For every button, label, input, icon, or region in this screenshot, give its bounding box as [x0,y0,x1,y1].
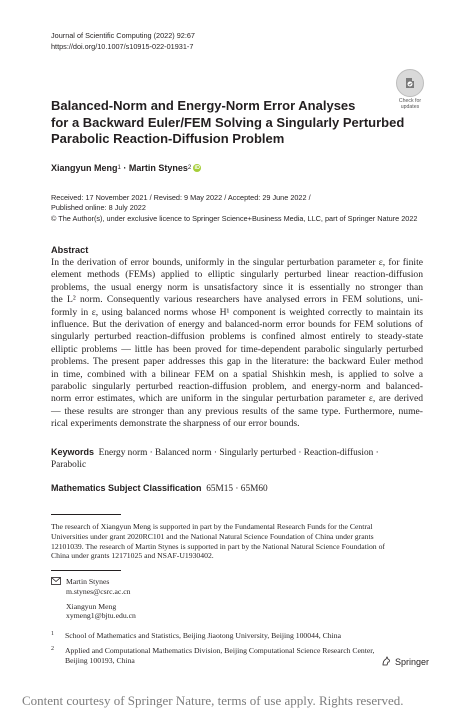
check-for-updates-label: Check for updates [398,98,422,110]
keywords-list: Energy norm · Balanced norm · Singularly perturbed · Reaction-diffusion · [98,448,379,458]
publisher-logo [381,656,429,667]
contact-name: Martin Stynes [66,577,110,586]
abstract-line: problems. The present paper addresses this gap in the literature: the backward Euler method [51,356,423,368]
envelope-icon [51,577,61,588]
affiliation-marker: 2 [187,165,192,171]
abstract-body [51,257,423,431]
journal-citation: Journal of Scientific Computing (2022) 92:67 [51,31,195,40]
springer-horse-logo-icon [381,656,392,667]
footnote-divider [51,514,121,515]
funding-line: 12101039. The research of Martin Stynes is supported in part by the National Natural Science Foundation of [51,541,385,551]
doi-link[interactable]: https://doi.org/10.1007/s10915-022-01931-7 [51,42,194,51]
contact-email[interactable]: xymeng1@bjtu.edu.cn [66,611,136,621]
content-courtesy-footer: Content courtesy of Springer Nature, terms of use apply. Rights reserved. [22,693,404,708]
received-revised-accepted: Received: 17 November 2021 / Revised: 9 May 2022 / Accepted: 29 June 2022 / [51,193,311,202]
abstract-line: singularly perturbed reaction-diffusion problems is confined almost entirely to steady-state [51,331,423,343]
keywords-label: Keywords [51,447,95,457]
title-line: for a Backward Euler/FEM Solving a Singularly Perturbed [51,114,405,130]
affiliation-text: Applied and Computational Mathematics Division, Beijing Computational Science Research Center, Beijing 100193, China [65,646,375,665]
author-name[interactable]: Xiangyun Meng [51,163,118,173]
msc-label: Mathematics Subject Classification [51,483,202,493]
contact-email[interactable]: m.stynes@csrc.ac.cn [66,586,131,596]
abstract-line: rical experiments demonstrate the sharpness of our error bounds. [51,418,300,430]
abstract-line: formly in ε, using balanced norms whose H¹ component is weighted correctly to maintain its [51,306,423,318]
abstract-line: elliptic problems — little has been proved for time-dependent parabolic singularly perturbed [51,343,423,355]
contact-info [66,577,136,621]
abstract-line: parabolic singularly perturbed reaction-diffusion problem, and energy-norm and balanced- [51,381,423,393]
publisher-name: Springer [395,656,430,667]
keywords-list-cont: Parabolic [51,460,87,471]
author-name[interactable]: Martin Stynes [128,163,188,173]
funding-line: China under grants 12171025 and NSAF-U1930402. [51,551,214,561]
journal-header [51,30,195,52]
paper-title [51,98,411,148]
copyright-notice: © The Author(s), under exclusive licence to Springer Science+Business Media, LLC, part of Springer Nature 2022 [51,213,418,223]
funding-note [51,522,423,561]
msc-codes: 65M15 · 65M60 [206,484,268,494]
abstract-line: problems, the usual energy norm is unsatisfactory since it is essentially no stronger than [51,281,423,293]
orcid-icon[interactable]: iD [194,165,200,171]
author-list [51,163,201,173]
affiliation-marker: 1 [117,165,121,171]
title-line: Balanced-Norm and Energy-Norm Error Analyses [51,98,356,113]
abstract-line: In the derivation of error bounds, uniformly in the singular perturbation parameter ε, for finite [51,257,423,268]
affiliation-number: 2 [51,646,54,652]
abstract-line: — these results are stronger than any previous results of the same type. Furthermore, nume- [51,405,423,417]
contact-name: Xiangyun Meng [66,601,117,611]
publication-dates [51,193,417,224]
funding-line: The research of Xiangyun Meng is supported in part by the Fundamental Research Funds for the Central [51,522,373,531]
abstract-line: influence. But the derivation of energy and balanced-norm error bounds for FEM solutions of [51,319,423,331]
check-for-updates-icon [396,69,424,97]
title-line: Parabolic Reaction-Diffusion Problem [51,131,285,146]
funding-line: Universities under grant 2020RC101 and the National Natural Science Foundation of China under grants [51,531,374,541]
abstract-line: in time, combined with a bilinear FEM on a spatial Shishkin mesh, is applied to solve a [51,368,423,380]
abstract-line: element methods (FEMs) applied to elliptic singularly perturbed linear reaction-diffusion [51,269,423,281]
affiliation-text: School of Mathematics and Statistics, Beijing Jiaotong University, Beijing 100044, China [65,631,342,640]
affiliation-number: 1 [51,631,54,637]
published-online: Published online: 8 July 2022 [51,203,146,213]
msc-section [51,483,268,494]
abstract-line: the L² norm. Consequently various researchers have analysed errors in FEM solutions, uni- [51,294,423,306]
author-separator: · [120,163,129,173]
abstract-line: norm error estimates, which are uniform in the singular perturbation parameter ε, are derived [51,393,423,405]
keywords-section [51,446,423,472]
contact-divider [51,570,121,571]
abstract-heading: Abstract [51,245,89,255]
